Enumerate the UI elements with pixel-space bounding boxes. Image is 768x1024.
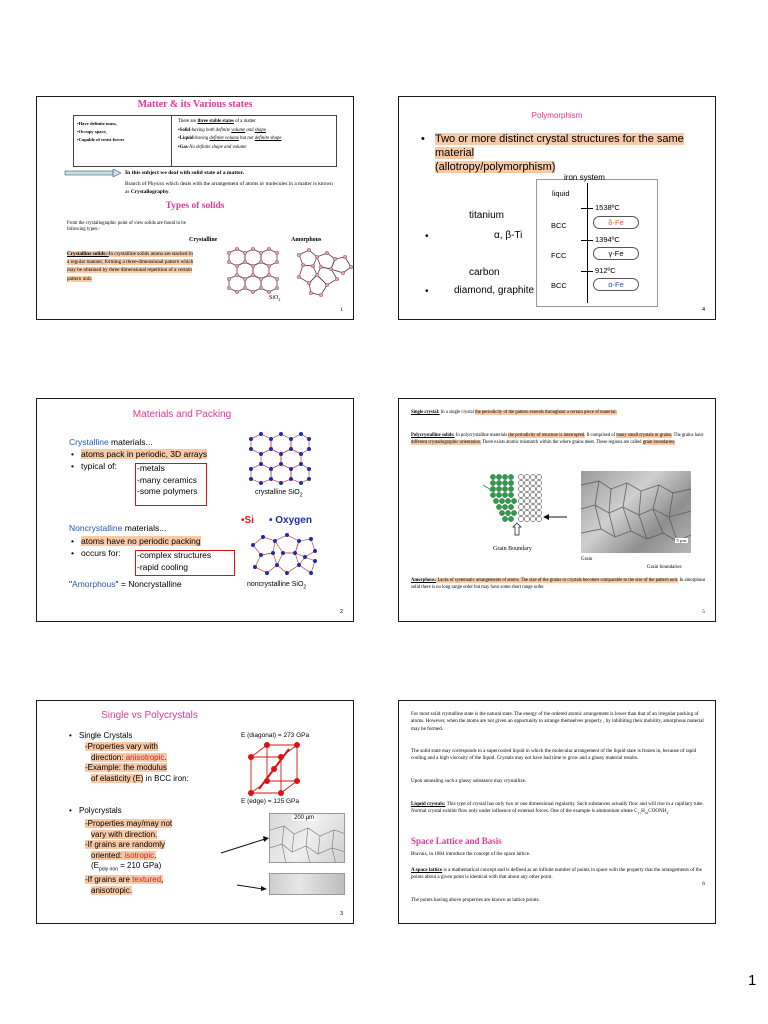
text: .: [164, 752, 167, 762]
text: •Solid: [178, 127, 191, 133]
carbon-phases: diamond, graphite: [454, 285, 535, 296]
matter-properties: [74, 116, 172, 166]
tick: [581, 208, 593, 209]
sio2-caption: [269, 295, 280, 302]
text: of elasticity (E): [91, 773, 144, 783]
text: -Example: the modulus: [85, 763, 167, 772]
text: materials...: [108, 437, 153, 447]
text: Crystalline solids:-: [67, 251, 109, 257]
grain-boundary-diagram: [479, 471, 569, 541]
text: materials...: [122, 523, 167, 533]
text: In crystalline solids atoms are stacked in a regular manner, forming a three-dimensional pattern which may be obtained by three dimensional repetition of a certain pattern unit.: [67, 251, 194, 282]
text: -If grains are randomly: [85, 840, 166, 849]
bullet-icon: •: [71, 548, 74, 558]
subject-statement: In this subject we deal with solid state of a matter.: [125, 170, 244, 176]
textured-micrograph-image: [269, 873, 345, 895]
text: 33: [644, 811, 649, 816]
grain-micrograph-image: [581, 471, 691, 553]
temp-label: 1394ºC: [595, 235, 620, 244]
noncrystalline-caption: [247, 581, 306, 590]
text: shape: [254, 127, 266, 133]
text: 2: [303, 584, 307, 591]
text: ": [69, 579, 73, 589]
slide-2: [36, 398, 354, 622]
text: oriented:: [91, 850, 125, 860]
page-number: 1: [748, 972, 757, 989]
space-lattice-definition: [411, 867, 707, 882]
states-list: [175, 116, 336, 154]
text: -Properties vary with: [85, 742, 158, 751]
text: the periodicity of structure is interrupted.: [508, 433, 586, 438]
text: In polycrystalline materials: [454, 433, 509, 438]
states-intro: [178, 118, 333, 127]
text: The grains have: [672, 433, 704, 438]
phase-delta-fe: δ-Fe: [593, 216, 639, 229]
paragraph: The points having above properties are known as lattice points.: [411, 897, 540, 903]
text: H: [641, 808, 645, 815]
slide-title: Single vs Polycrystals: [101, 710, 198, 721]
text: Crystalline: [69, 437, 109, 447]
polycrystalline-definition: [411, 432, 706, 446]
single-crystals-heading: Single Crystals: [79, 731, 133, 740]
text: 2: [299, 492, 303, 499]
text: A space lattice: [411, 867, 443, 873]
types-intro: From the crystallographic point of view solids are found to be following types:-: [67, 221, 186, 233]
text: Noncrystalline: [69, 523, 123, 533]
text: .: [668, 808, 670, 815]
text: .: [154, 850, 157, 860]
text: •Liquid: [178, 136, 194, 142]
crystalline-definition: [67, 250, 195, 283]
text: Lacks of systematic arrangements of atoms.: [436, 578, 521, 583]
micrograph-pattern: [270, 814, 345, 863]
bullet-icon: •: [69, 731, 72, 740]
bullet-icon: •: [71, 536, 74, 546]
state-liquid: [178, 135, 333, 144]
text: -complex structures: [137, 550, 212, 560]
grain-boundary-label: Grain Boundary: [493, 546, 532, 552]
text: There are: [178, 119, 198, 124]
text: poly iron: [99, 866, 118, 873]
slide-4: [398, 96, 716, 320]
text: atoms have no periodic packing: [81, 536, 201, 546]
text: 17: [637, 811, 642, 816]
text: •Gas: [178, 144, 188, 150]
amorphous-label: Amorphous: [291, 237, 322, 243]
single-crystal-notes: [85, 742, 189, 784]
slide-number: 2: [339, 609, 343, 615]
text: There exists atomic mismatch within the where grains meet. These regions are called: [481, 440, 643, 445]
crystalline-sio2-image: [241, 431, 311, 485]
phase-structure: BCC: [551, 221, 567, 230]
paragraph: For most solid crystalline state is the natural state. The energy of the ordered atomic arrangement is lower than that of an irregular packing of atoms. However, when the atoms are not given an opportunity to arrange themselves properly , by inhibiting their mobility, amorphous material may be formed.: [411, 711, 704, 732]
arrows-icon: [219, 831, 271, 891]
grain-label: Grain: [581, 557, 593, 562]
text: -Properties may/may not: [85, 819, 173, 828]
text: 4: [666, 811, 669, 816]
state-gas: [178, 144, 333, 153]
text: -rapid cooling: [137, 561, 189, 572]
phase-gamma-fe: γ-Fe: [593, 247, 639, 260]
text: In a single crystal: [439, 410, 476, 415]
e-edge-label: E (edge) = 125 GPa: [241, 798, 299, 805]
text: .: [168, 188, 170, 195]
text: Crystallography: [130, 188, 169, 195]
amorphous-definition: [411, 577, 706, 591]
polycrystal-notes: [85, 819, 172, 896]
text: of a matter: [233, 119, 256, 124]
text: (E: [91, 861, 99, 870]
noncrystalline-bullet: [81, 536, 201, 548]
bullet-icon: •: [71, 461, 74, 471]
bullet-icon: •: [425, 286, 429, 297]
text: vary with direction.: [91, 829, 158, 839]
phase-structure: FCC: [551, 251, 567, 260]
grain-boundaries-label: Grain boundaries: [647, 565, 682, 570]
text: Amorphous:: [411, 578, 437, 583]
tick: [581, 240, 593, 241]
text: -having: [193, 136, 210, 142]
titanium-phases: α, β-Ti: [494, 230, 523, 241]
silicon-legend: •Si: [241, 515, 254, 526]
right-arrow-icon: [63, 169, 123, 177]
text: 2: [278, 297, 281, 303]
text: (allotropy/polymorphism): [435, 161, 556, 173]
paragraph: Bravais, in 1884 introduce the concept of the space lattice.: [411, 851, 531, 857]
crystallography-definition: [125, 181, 335, 196]
slide-title: Matter & its Various states: [137, 99, 253, 110]
section-heading: Space Lattice and Basis: [411, 836, 502, 846]
text: but not: [238, 136, 255, 142]
amorphous-definition: [69, 579, 182, 591]
phase-alpha-fe: α-Fe: [593, 278, 639, 291]
text: 3D arrays: [170, 449, 208, 459]
text: atoms pack in periodic,: [81, 449, 171, 459]
noncrystalline-sio2-image: [247, 531, 317, 579]
text: definite volume: [209, 136, 239, 142]
text: -metals: [137, 463, 165, 473]
text: definite shape: [254, 136, 282, 142]
text: Two or more distinct crystal structures for the same material: [435, 133, 684, 159]
oxygen-legend: • Oxygen: [269, 515, 312, 526]
text: SiO: [269, 295, 279, 301]
occurs-for-label: occurs for:: [81, 548, 121, 558]
text: -No definite shape and volume: [187, 144, 247, 150]
text: It comprised of: [585, 433, 617, 438]
text: -having both definite: [190, 127, 232, 133]
bullet-icon: •: [425, 231, 429, 242]
slide-number: 5: [702, 609, 705, 615]
text: In amorphous solid there is no long range order but may have some short range order.: [411, 578, 706, 590]
bullet-icon: •: [421, 133, 425, 145]
polymorphism-definition: [435, 132, 695, 174]
slide-number: 1: [340, 307, 343, 313]
slide-1: [36, 96, 354, 320]
typical-list: [137, 463, 197, 498]
text: Branch of Physics which deals with the arrangement of atoms or molecules in a matter is known as: [125, 181, 333, 195]
liquid-label: liquid: [552, 189, 570, 198]
crystalline-label: Crystalline: [189, 237, 218, 243]
text: The size of the grains or crystals becomes comparable to the size of the pattern unit.: [520, 578, 679, 583]
text: textured: [132, 875, 162, 885]
liquid-crystals-paragraph: [411, 801, 707, 818]
text: ,: [161, 875, 164, 885]
slide-title: Materials and Packing: [132, 409, 232, 420]
text: COONH: [648, 808, 667, 815]
text: is a mathematical concept and is defined as an infinite number of points in space with the property that the arrangements of the points about a given point is identical with that about any other point.: [411, 867, 702, 881]
text: different crystallographic orientation.: [411, 440, 482, 445]
crystalline-bullet: [81, 449, 207, 461]
iron-system-label: iron system: [564, 173, 605, 182]
text: Amorphous: [72, 579, 116, 589]
tick: [581, 271, 593, 272]
scale-bar-label: 200 µm: [294, 815, 315, 821]
text: three stable states: [197, 119, 234, 124]
crystalline-caption: [255, 489, 303, 498]
noncrystalline-heading: [69, 523, 166, 535]
property-item: •Have definite mass,: [77, 121, 117, 126]
slide-number: 6: [702, 881, 705, 887]
text: many small crystals or grains.: [616, 433, 673, 438]
text: noncrystalline SiO: [247, 581, 304, 588]
states-table: [73, 115, 337, 167]
carbon-label: carbon: [469, 267, 500, 278]
property-item: •Occupy space,: [77, 129, 107, 134]
micrograph-image: [269, 813, 345, 863]
text: anisotropic.: [91, 885, 132, 895]
types-heading: Types of solids: [165, 201, 225, 211]
text: -If grains are: [85, 875, 133, 885]
text: Liquid crystals:: [411, 801, 446, 807]
paragraph: The solid state may corresponds to a supercooled liquid in which the molecular arrangement of the liquid state is frozen in, because of rapid cooling and a high viscosity of the liquid. Crystals may not have had time to grow and a glassy material results.: [411, 748, 697, 762]
bcc-cube-image: [245, 741, 309, 797]
slide-5: [398, 398, 716, 622]
slide-title: Polymorphism: [531, 111, 583, 120]
text: -some polymers: [137, 486, 198, 496]
text: " = Noncrystalline: [115, 579, 182, 589]
state-solid: [178, 127, 333, 136]
text: volume: [231, 127, 246, 133]
text: = 210 GPa): [117, 861, 162, 870]
text: This type of crystal has only two or one dimensional regularity. Such substances actually flow and will rise in a capillary tube. Normal crystal exhibit flow only under influence of external forces. One of the example is ammonium oleate C: [411, 801, 704, 815]
slide-6: [398, 700, 716, 924]
slide-3: [36, 700, 354, 924]
bullet-icon: •: [71, 449, 74, 459]
temp-label: 1538ºC: [595, 203, 620, 212]
bullet-icon: •: [69, 806, 72, 815]
text: Single crystal:: [411, 410, 440, 415]
text: -many ceramics: [137, 474, 197, 485]
text: in BCC iron:: [143, 773, 189, 783]
text: the periodicity of the pattern extends throughout a certain piece of material.: [475, 410, 617, 415]
slide-number: 4: [701, 307, 705, 313]
crystalline-heading: [69, 437, 153, 449]
text: grain boundaries.: [642, 440, 676, 445]
typical-of-label: typical of:: [81, 461, 117, 471]
polycrystals-heading: Polycrystals: [79, 806, 122, 815]
property-item: •Capable of resist forces: [77, 137, 125, 142]
sio2-structures-image: [217, 245, 354, 311]
text: crystalline SiO: [255, 489, 300, 496]
text: direction:: [91, 752, 126, 762]
scale-bar-label: 5 µm: [676, 538, 686, 543]
occurs-list: [137, 550, 211, 573]
titanium-label: titanium: [469, 210, 505, 221]
single-crystal-definition: [411, 409, 706, 416]
temperature-axis: [587, 183, 588, 303]
text: isotropic: [124, 850, 155, 860]
text: anisotropic: [125, 752, 165, 762]
paragraph: Upon annealing such a glassy substance may crystallize.: [411, 778, 527, 784]
phase-structure: BCC: [551, 281, 567, 290]
text: Polycrystalline solids:: [411, 433, 455, 438]
e-diagonal-label: E (diagonal) = 273 GPa: [241, 732, 310, 739]
slide-number: 3: [339, 911, 343, 917]
temp-label: 912ºC: [595, 266, 616, 275]
text: and: [245, 127, 255, 133]
